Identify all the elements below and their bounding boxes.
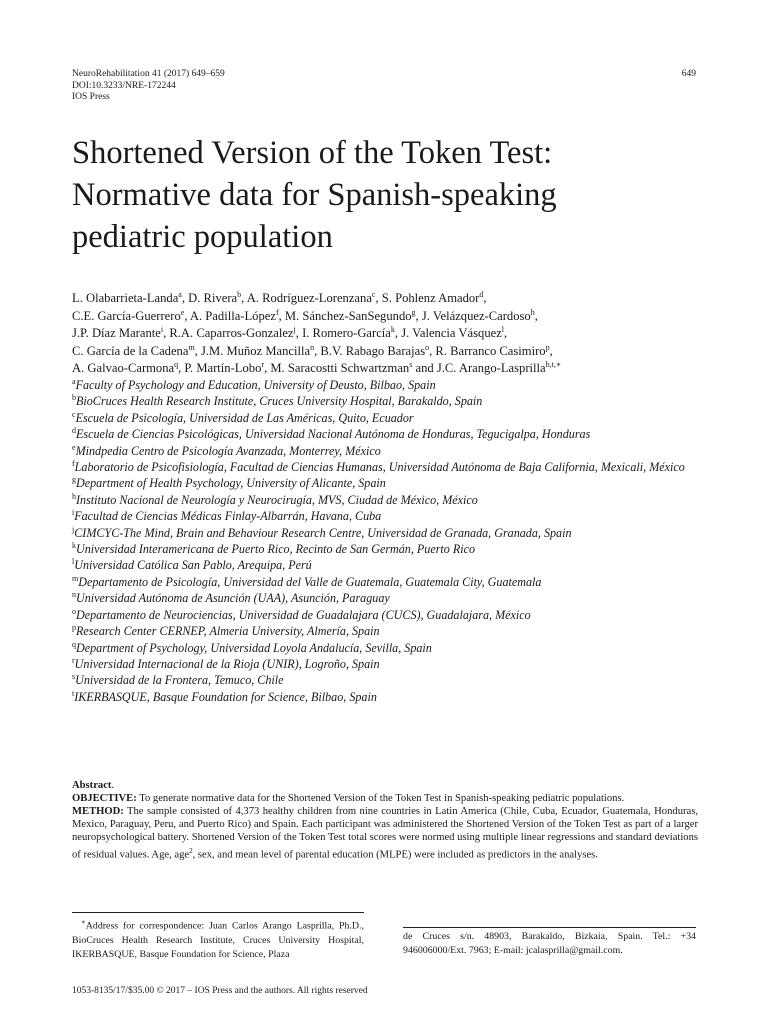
affiliation-text: BioCruces Health Research Institute, Cruces University Hospital, Barakaldo, Spain bbox=[76, 394, 483, 409]
affiliation-text: Research Center CERNEP, Almeria University, Almería, Spain bbox=[76, 624, 380, 639]
affiliation-text: Departamento de Psicología, Universidad del Valle de Guatemala, Guatemala City, Guatemala bbox=[78, 574, 542, 589]
affiliation-text: Department of Health Psychology, University of Alicante, Spain bbox=[76, 476, 386, 491]
author-name: J.P. Díaz Marante bbox=[72, 326, 161, 341]
author-affiliation-marker: n bbox=[310, 342, 315, 352]
abstract-method: METHOD: The sample consisted of 4,373 healthy children from nine countries in Latin America (Chile, Cuba, Ecuador, Guatemala, Honduras, Mexico, Paraguay, Peru, and Puerto Rico) and Spain. Each participant was administered the Shortened Version of the Token Test as part of a larger neuropsychological battery. Shortened Version of the Token Test total scores were normed using multiple linear regressions and standard deviations of residual values. Age, age$^2$, sex, and mean level of parental education (MLPE) were included as predictors in the analyses. bbox=[72, 805, 698, 861]
affiliation-item bbox=[72, 557, 712, 573]
affiliation-item bbox=[72, 459, 712, 475]
author-line bbox=[72, 308, 708, 326]
abstract-heading-line: Abstract. bbox=[72, 780, 115, 791]
journal-header bbox=[72, 69, 225, 104]
journal-citation: NeuroRehabilitation 41 (2017) 649–659 bbox=[72, 69, 225, 79]
affiliation-marker: i bbox=[72, 508, 75, 518]
author-name: , bbox=[504, 326, 508, 341]
affiliation-marker: d bbox=[72, 426, 76, 436]
abstract-heading: Abstract bbox=[72, 780, 112, 791]
author-name: , bbox=[534, 308, 538, 323]
author-affiliation-marker: a bbox=[178, 289, 182, 299]
author-name: , M. Sánchez-SanSegundo bbox=[278, 308, 412, 323]
author-name: , bbox=[483, 291, 487, 305]
author-affiliation-marker: r bbox=[261, 360, 265, 370]
affiliation-marker: p bbox=[72, 623, 76, 633]
author-name: , M. Saracostti Schwartzman bbox=[264, 361, 410, 376]
author-line bbox=[72, 360, 708, 378]
title-line: pediatric population bbox=[72, 219, 333, 255]
affiliation-item bbox=[72, 410, 712, 426]
author-affiliation-marker: i bbox=[160, 325, 164, 334]
affiliation-marker: k bbox=[72, 541, 76, 551]
author-affiliation-marker: b bbox=[237, 289, 242, 299]
affiliation-item bbox=[72, 672, 712, 688]
author-name: A. Galvao-Carmona bbox=[72, 361, 175, 376]
author-affiliation-marker: e bbox=[180, 307, 185, 317]
affiliation-marker: n bbox=[72, 590, 76, 600]
affiliation-item bbox=[72, 377, 712, 393]
affiliation-marker: t bbox=[72, 688, 75, 698]
affiliation-marker: s bbox=[72, 672, 76, 682]
author-name: C.E. García-Guerrero bbox=[72, 308, 181, 323]
doi[interactable]: DOI:10.3233/NRE-172244 bbox=[72, 80, 176, 91]
author-name: , D. Rivera bbox=[181, 291, 238, 305]
affiliation-text: IKERBASQUE, Basque Foundation for Science, Bilbao, Spain bbox=[74, 689, 377, 704]
author-line bbox=[72, 343, 708, 361]
affiliation-marker: m bbox=[72, 573, 79, 583]
affiliation-marker: l bbox=[72, 557, 75, 567]
title-line: Normative data for Spanish-speaking bbox=[72, 177, 557, 213]
affiliation-item bbox=[72, 623, 712, 639]
affiliation-text: Faculty of Psychology and Education, University of Deusto, Bilbao, Spain bbox=[75, 378, 436, 392]
author-name: , S. Pohlenz Amador bbox=[375, 291, 480, 305]
author-name: and J.C. Arango-Lasprilla bbox=[412, 361, 546, 376]
affiliation-marker: c bbox=[72, 409, 76, 419]
footnote-marker: ∗ bbox=[81, 918, 86, 926]
affiliation-text: Laboratorio de Psicofisiología, Facultad de Ciencias Humanas, Universidad Autónoma de Baja California, Mexicali, México bbox=[74, 460, 685, 475]
copyright-line: 1053-8135/17/$35.00 © 2017 – IOS Press and the authors. All rights reserved bbox=[72, 986, 368, 996]
author-affiliation-marker: p bbox=[545, 342, 550, 352]
author-name: L. Olabarrieta-Landa bbox=[72, 291, 179, 305]
affiliation-item bbox=[72, 656, 712, 672]
footnote-text-left: Address for correspondence: Juan Carlos Arango Lasprilla, Ph.D., BioCruces Health Research Institute, Cruces University Hospital, IKERBASQUE, Basque Foundation for Science, Plaza bbox=[72, 920, 364, 960]
author-affiliation-marker: f bbox=[275, 307, 279, 317]
author-line bbox=[72, 290, 708, 308]
affiliation-marker: j bbox=[72, 524, 75, 534]
author-affiliation-marker: l bbox=[501, 325, 505, 334]
method-label: METHOD: bbox=[72, 805, 124, 817]
affiliation-text: Escuela de Psicología, Universidad de Las Américas, Quito, Ecuador bbox=[75, 410, 414, 425]
affiliation-marker: e bbox=[72, 442, 76, 452]
affiliation-text: CIMCYC-The Mind, Brain and Behaviour Research Centre, Universidad de Granada, Granada, Spain bbox=[74, 525, 572, 540]
affiliation-marker: r bbox=[72, 655, 75, 665]
affiliation-text: Universidad de la Frontera, Temuco, Chile bbox=[75, 673, 284, 688]
author-name: , J. Velázquez-Cardoso bbox=[415, 308, 531, 323]
title-line: Shortened Version of the Token Test: bbox=[72, 135, 553, 171]
affiliation-item bbox=[72, 640, 712, 656]
affiliation-text: Universidad Internacional de la Rioja (UNIR), Logroño, Spain bbox=[74, 656, 380, 671]
author-name: , A. Rodríguez-Lorenzana bbox=[241, 291, 372, 305]
abstract bbox=[72, 780, 698, 862]
affiliation-item bbox=[72, 525, 712, 541]
author-affiliation-marker: o bbox=[425, 342, 430, 352]
affiliation-marker: h bbox=[72, 491, 76, 501]
affiliation-item bbox=[72, 607, 712, 623]
author-name: , B.V. Rabago Barajas bbox=[314, 343, 426, 358]
author-name: , R.A. Caparros-Gonzalez bbox=[163, 326, 294, 341]
affiliation-item bbox=[72, 508, 712, 524]
correspondence-footnote-continued: de Cruces s/n. 48903, Barakaldo, Bizkaia, Spain. Tel.: +34 946006000/Ext. 7963; E-mail: jcalasprilla@gmail.com. bbox=[403, 931, 696, 957]
author-name: , J. Valencia Vásquez bbox=[394, 326, 502, 341]
author-affiliation-marker: g bbox=[411, 307, 416, 317]
affiliation-item bbox=[72, 689, 712, 705]
affiliation-marker: f bbox=[72, 459, 75, 468]
affiliation-text: Facultad de Ciencias Médicas Finlay-Albarrán, Havana, Cuba bbox=[74, 509, 382, 524]
affiliation-item bbox=[72, 475, 712, 491]
method-text: The sample consisted of 4,373 healthy children from nine countries in Latin America (Chile, Cuba, Ecuador, Guatemala, Honduras, Mexico, Paraguay, Peru, and Puerto Rico) and Spain. Each participant was administered the Shortened Version of the Token Test as part of a larger neuropsychological battery. Shortened Version of the Token Test total scores were normed using multiple linear regressions and standard deviations of residual values. Age, age bbox=[72, 805, 698, 861]
author-affiliation-marker: c bbox=[371, 289, 376, 299]
author-name: , R. Barranco Casimiro bbox=[429, 343, 546, 358]
affiliation-marker: b bbox=[72, 393, 76, 403]
affiliation-item bbox=[72, 590, 712, 606]
footnote-rule-left bbox=[72, 912, 364, 913]
author-line bbox=[72, 325, 708, 343]
objective-text: To generate normative data for the Shortened Version of the Token Test in Spanish-speaking pediatric populations. bbox=[136, 792, 625, 804]
affiliation-marker: q bbox=[72, 639, 76, 649]
affiliation-item bbox=[72, 574, 712, 590]
affiliation-marker: g bbox=[72, 475, 76, 485]
author-name: C. García de la Cadena bbox=[72, 343, 189, 358]
author-list bbox=[72, 290, 708, 378]
publisher: IOS Press bbox=[72, 92, 110, 102]
author-affiliation-marker: h bbox=[530, 307, 535, 317]
paper-title bbox=[72, 132, 712, 258]
affiliation-text: Department of Psychology, Universidad Loyola Andalucía, Sevilla, Spain bbox=[76, 640, 432, 655]
author-affiliation-marker: q bbox=[174, 360, 179, 370]
affiliation-text: Universidad Interamericana de Puerto Rico, Recinto de San Germán, Puerto Rico bbox=[76, 542, 475, 557]
affiliation-list bbox=[72, 377, 712, 705]
author-name: , P. Martín-Lobo bbox=[178, 361, 262, 376]
author-name: , J.M. Muñoz Mancilla bbox=[194, 343, 311, 358]
affiliation-item bbox=[72, 443, 712, 459]
author-name: , A. Padilla-López bbox=[184, 308, 276, 323]
affiliation-item bbox=[72, 541, 712, 557]
affiliation-item bbox=[72, 492, 712, 508]
author-affiliation-marker: b,t,∗ bbox=[545, 360, 562, 370]
affiliation-text: Escuela de Ciencias Psicológicas, Universidad Nacional Autónoma de Honduras, Tegucigalpa, Honduras bbox=[76, 427, 591, 442]
abstract-objective bbox=[72, 793, 698, 806]
author-name: , I. Romero-García bbox=[295, 326, 391, 341]
affiliation-text: Departamento de Neurociencias, Universidad de Guadalajara (CUCS), Guadalajara, México bbox=[76, 607, 531, 622]
author-name: , bbox=[549, 343, 553, 358]
method-text-continued: , sex, and mean level of parental education (MLPE) were included as predictors in the analyses. bbox=[192, 849, 598, 861]
correspondence-footnote bbox=[72, 915, 364, 962]
affiliation-text: Mindpedia Centro de Psicología Avanzada, Monterrey, México bbox=[75, 443, 381, 458]
affiliation-marker: o bbox=[72, 606, 76, 616]
affiliation-text: Universidad Católica San Pablo, Arequipa, Perú bbox=[74, 558, 312, 573]
author-affiliation-marker: m bbox=[188, 342, 195, 352]
author-affiliation-marker: j bbox=[293, 325, 296, 334]
affiliation-text: Universidad Autónoma de Asunción (UAA), Asunción, Paraguay bbox=[76, 591, 390, 606]
objective-label: OBJECTIVE: bbox=[72, 792, 137, 804]
affiliation-item bbox=[72, 426, 712, 442]
author-affiliation-marker: k bbox=[390, 325, 395, 334]
page-number: 649 bbox=[681, 69, 696, 79]
author-affiliation-marker: s bbox=[409, 360, 413, 370]
affiliation-marker: a bbox=[72, 376, 76, 386]
affiliation-text: Instituto Nacional de Neurología y Neurocirugía, MVS, Ciudad de México, México bbox=[76, 492, 478, 507]
footnote-rule-right bbox=[403, 927, 696, 928]
affiliation-item bbox=[72, 393, 712, 409]
author-affiliation-marker: d bbox=[479, 289, 484, 299]
